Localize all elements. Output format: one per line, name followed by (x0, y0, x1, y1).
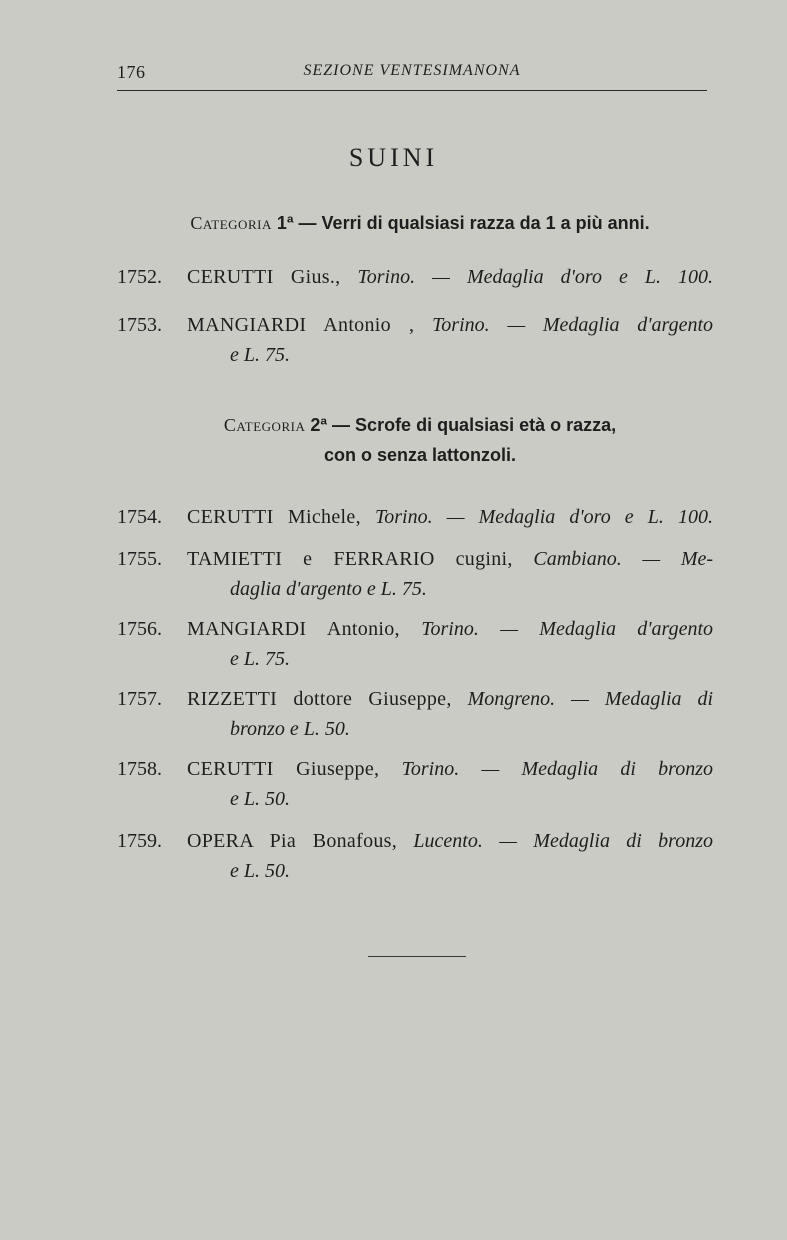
entry-number: 1755. (117, 548, 162, 570)
entry-award: — Medaglia di bronzo (499, 830, 714, 852)
entry-award: — Medaglia d'argento (507, 314, 714, 336)
entry-1755 (117, 544, 713, 604)
entry-award: — Medaglia d'argento (500, 618, 714, 640)
entry-1753 (117, 310, 713, 370)
entry-award: — Medaglia d'oro e L. 100. (446, 506, 714, 528)
entry-number: 1758. (117, 758, 162, 780)
category-description: — Verri di qualsiasi razza da 1 a più anni. (298, 213, 650, 233)
entry-name: MANGIARDI Antonio, (187, 618, 400, 640)
entry-name: OPERA Pia Bonafous, (187, 830, 398, 852)
entry-city: Torino. (357, 266, 416, 288)
entry-name: CERUTTI Gius., (187, 266, 341, 288)
closing-rule (368, 956, 466, 957)
entry-name: RIZZETTI dottore Giuseppe, (187, 688, 452, 710)
entry-award: — Medaglia d'oro e L. 100. (432, 266, 714, 288)
running-header (117, 62, 707, 91)
entry-number: 1756. (117, 618, 162, 640)
entry-city: Cambiano. (533, 548, 622, 570)
entry-1752 (117, 262, 713, 292)
category-ordinal: 2ª (310, 415, 328, 435)
entry-number: 1757. (117, 688, 162, 710)
category-label: Categoria (190, 213, 272, 233)
running-title: SEZIONE VENTESIMANONA (303, 62, 521, 79)
entry-name: CERUTTI Giuseppe, (187, 758, 380, 780)
entry-number: 1754. (117, 506, 162, 528)
entry-city: Torino. (421, 618, 479, 640)
entry-city: Torino. (374, 506, 433, 528)
entry-award-continuation: e L. 75. (230, 648, 290, 670)
category-heading-2 (100, 410, 740, 470)
entry-city: Mongreno. (467, 688, 556, 710)
entry-award-continuation: e L. 75. (230, 344, 290, 366)
entry-number: 1752. (117, 266, 162, 288)
page-number: 176 (117, 62, 146, 82)
entry-city: Lucento. (413, 830, 483, 852)
entry-1758 (117, 754, 713, 814)
entry-city: Torino. (432, 314, 490, 336)
entry-name: TAMIETTI e FERRARIO cugini, (187, 548, 513, 570)
category-description-line1: — Scrofe di qualsiasi età o razza, (332, 415, 617, 435)
entry-name: MANGIARDI Antonio , (187, 314, 415, 336)
entry-award-continuation: e L. 50. (230, 860, 290, 882)
category-heading-1 (100, 208, 740, 238)
entry-award-continuation: e L. 50. (230, 788, 290, 810)
category-label: Categoria (223, 415, 306, 435)
entry-1759 (117, 826, 713, 886)
category-description-line2: con o senza lattonzoli. (323, 445, 516, 465)
entry-number: 1759. (117, 830, 162, 852)
entry-1757 (117, 684, 713, 744)
entry-award: — Medaglia di (571, 688, 714, 710)
section-title: SUINI (348, 143, 439, 172)
entry-city: Torino. (401, 758, 460, 780)
entry-name: CERUTTI Michele, (187, 506, 361, 528)
entry-1756 (117, 614, 713, 674)
entry-award-continuation: bronzo e L. 50. (230, 718, 350, 740)
entry-1754 (117, 502, 713, 532)
entry-award-continuation: daglia d'argento e L. 75. (230, 578, 427, 600)
entry-number: 1753. (117, 314, 162, 336)
category-ordinal: 1ª (276, 213, 294, 233)
entry-award: — Medaglia di bronzo (481, 758, 714, 780)
entry-award: — Me- (642, 548, 714, 570)
